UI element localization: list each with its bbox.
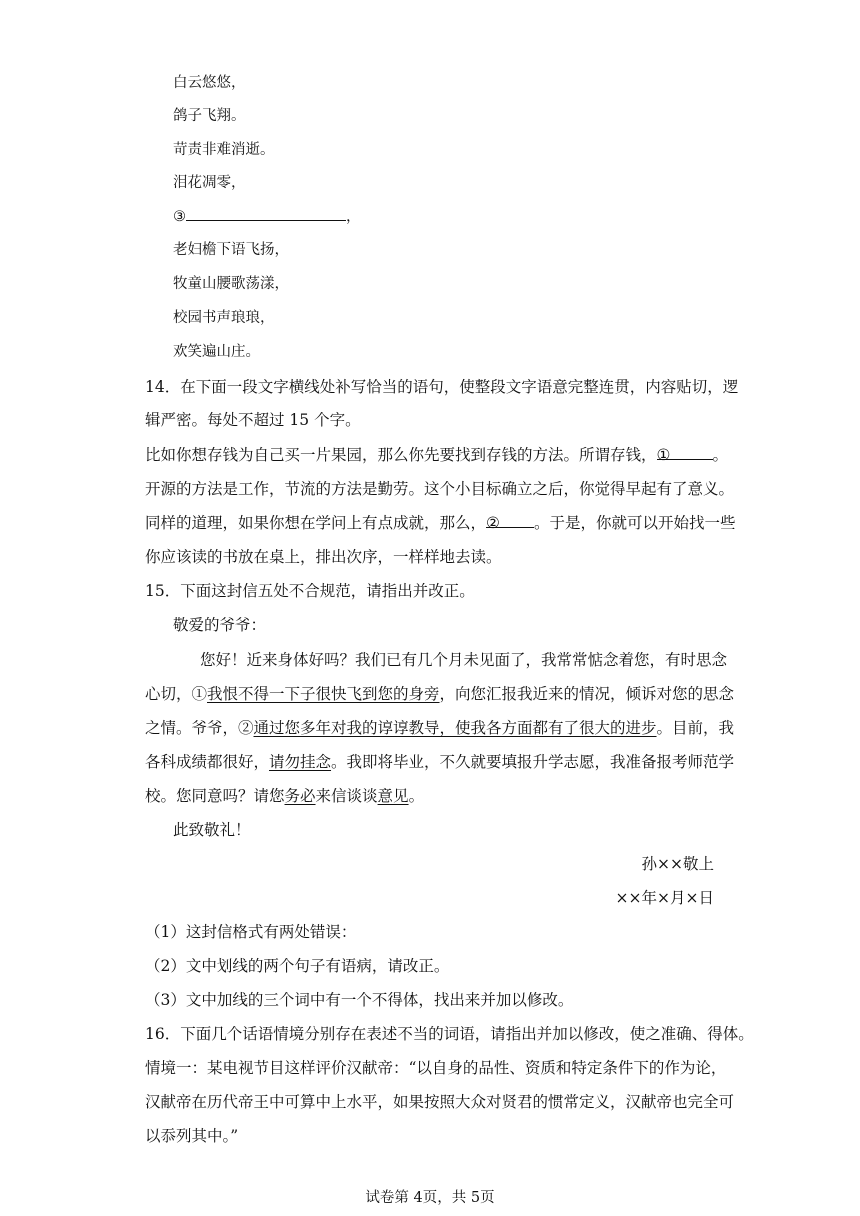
letter-text: 来信谈谈 [315, 787, 378, 805]
blank-marker: ① [656, 446, 671, 464]
poem-line: 老妇檐下语飞扬， [173, 242, 289, 258]
passage-text: 同样的道理，如果你想在学问上有点成就，那么， [145, 514, 487, 532]
blank-marker: ② [486, 514, 500, 532]
answer-blank-1[interactable] [656, 445, 713, 464]
poem-line: 牧童山腰歌荡漾， [173, 276, 289, 292]
q14-passage-line: 你应该读的书放在桌上，排出次序，一样样地去读。 [145, 548, 502, 566]
q16-prompt: 16．下面几个话语情境分别存在表述不当的词语，请指出并加以修改，使之准确、得体。 [145, 1025, 754, 1043]
poem-line: 欢笑遍山庄。 [173, 344, 260, 360]
underlined-word: 请勿挂念 [269, 753, 332, 771]
q14-passage-line [145, 445, 728, 465]
q14-prompt: 14．在下面一段文字横线处补写恰当的语句，使整段文字语意完整连贯，内容贴切，逻 [145, 378, 739, 396]
punctuation: 。 [712, 446, 729, 464]
q14-passage-line [145, 513, 736, 533]
page-footer: 试卷第 4页，共 5页 [365, 1190, 495, 1206]
q16-situation-line: 情境一：某电视节目这样评价汉献帝：“以自身的品性、资质和特定条件下的作为论， [145, 1059, 727, 1077]
passage-text: 比如你想存钱为自己买一片果园，那么你先要找到存钱的方法。所谓存钱， [145, 446, 657, 464]
punctuation: 。 [408, 787, 425, 805]
passage-text: 。于是，你就可以开始找一些 [534, 514, 736, 532]
q15-subquestion: （2）文中划线的两个句子有语病，请改正。 [145, 957, 450, 975]
letter-salutation: 敬爱的爷爷： [173, 616, 267, 634]
poem-line: 泪花凋零， [173, 175, 246, 191]
letter-text: 。目前，我 [656, 719, 735, 737]
q16-situation-line: 以忝列其中。” [145, 1127, 239, 1145]
underlined-word: 务必 [284, 787, 316, 805]
q14-passage-line: 开源的方法是工作，节流的方法是勤劳。这个小目标确立之后，你觉得早起有了意义。 [145, 480, 735, 498]
q16-situation-line: 汉献帝在历代帝王中可算中上水平，如果按照大众对贤君的惯常定义，汉献帝也完全可 [145, 1093, 735, 1111]
poem-line: 苛责非难消逝。 [173, 142, 275, 158]
letter-text: 之情。爷爷，② [145, 719, 254, 737]
underlined-word: 意见 [377, 787, 409, 805]
letter-text: 。我即将毕业，不久就要填报升学志愿，我准备报考师范学 [331, 753, 735, 771]
letter-line: 您好！近来身体好吗？我们已有几个月未见面了，我常常惦念着您，有时思念 [200, 651, 728, 669]
blank-marker: ③ [173, 209, 186, 225]
answer-blank-2[interactable] [486, 513, 534, 532]
letter-text: 各科成绩都很好， [145, 753, 270, 771]
letter-signature: 孙××敬上 [641, 855, 714, 873]
letter-closing: 此致敬礼！ [173, 821, 251, 839]
letter-date: ××年×月×日 [615, 889, 714, 907]
q15-subquestion: （3）文中加线的三个词中有一个不得体，找出来并加以修改。 [145, 991, 574, 1009]
q15-subquestion: （1）这封信格式有两处错误： [145, 923, 357, 941]
letter-line [145, 752, 734, 772]
letter-text: ，向您汇报我近来的情况，倾诉对您的思念 [439, 685, 735, 703]
poem-line: 白云悠悠， [173, 75, 246, 91]
answer-blank[interactable] [186, 206, 346, 221]
punctuation: ， [346, 209, 361, 225]
letter-text: 校。您同意吗？请您 [145, 787, 285, 805]
q14-prompt: 辑严密。每处不超过 15 个字。 [145, 411, 361, 429]
underlined-sentence-1: 我恨不得一下子很快飞到您的身旁 [207, 685, 440, 703]
letter-text: 心切，① [145, 685, 208, 703]
poem-blank-line [173, 206, 361, 227]
q15-prompt: 15．下面这封信五处不合规范，请指出并改正。 [145, 582, 475, 600]
letter-line [145, 718, 734, 738]
letter-line [145, 786, 424, 806]
poem-line: 鸽子飞翔。 [173, 108, 246, 124]
poem-line: 校园书声琅琅， [173, 310, 275, 326]
underlined-sentence-2: 通过您多年对我的谆谆教导，使我各方面都有了很大的进步 [253, 719, 657, 737]
letter-line [145, 684, 734, 704]
